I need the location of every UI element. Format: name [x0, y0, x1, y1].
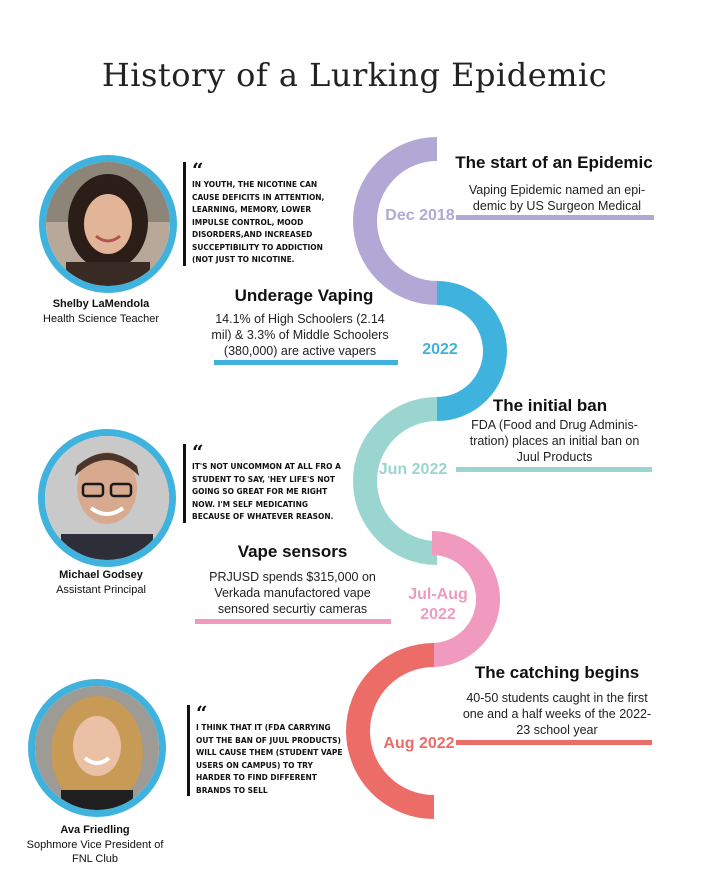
event-body-catching-begins: 40-50 students caught in the first one and a half weeks of the 2022-23 school year	[462, 691, 652, 737]
avatar-shelby-lamendola	[39, 155, 177, 293]
quote-mark-icon: “	[192, 440, 204, 464]
quote-text-ava-friedling: I THINK THAT IT (FDA CARRYING OUT THE BAN OF JUUL PRODUCTS) WILL CAUSE THEM (STUDENT VAPE USERS ON CAMPUS) TO TRY HARDER TO FIND DIFFERENT BRANDS TO SELL	[196, 722, 343, 795]
event-body-start-of-epidemic: Vaping Epidemic named an epi-demic by US Surgeon Medical	[468, 183, 646, 213]
event-underline-aug-2022	[456, 740, 652, 745]
quote-text-michael-godsey: IT'S NOT UNCOMMON AT ALL FRO A STUDENT TO SAY, 'HEY LIFE'S NOT GOING SO GREAT FOR ME RIGHT NOW. I'M SELF MEDICATING BECAUSE OF WHATEVER REASON.	[192, 461, 341, 521]
event-title-catching-begins: The catching begins	[474, 663, 640, 682]
date-label-dec-2018: Dec 2018	[385, 207, 455, 224]
event-title-underage-vaping: Underage Vaping	[234, 286, 374, 305]
date-label-aug-2022: Aug 2022	[383, 735, 455, 752]
spine-segment-aug-2022	[358, 655, 434, 807]
event-underline-jul-aug-2022	[195, 619, 391, 624]
avatar-ava-friedling	[28, 679, 166, 817]
quote-mark-icon: “	[196, 701, 208, 725]
person-role-shelby-lamendola: Health Science Teacher	[43, 313, 159, 325]
quote-mark-icon: “	[192, 158, 204, 182]
person-role-michael-godsey: Assistant Principal	[56, 584, 146, 596]
quote-ava-friedling	[187, 701, 348, 796]
event-body-initial-ban: FDA (Food and Drug Adminis-tration) places an initial ban on Juul Products	[469, 418, 640, 464]
event-body-underage-vaping: 14.1% of High Schoolers (2.14 mil) & 3.3% of Middle Schoolers (380,000) are active vapers	[211, 312, 389, 358]
event-title-start-of-epidemic: The start of an Epidemic	[455, 153, 653, 172]
event-title-initial-ban: The initial ban	[492, 396, 608, 415]
person-role-ava-friedling: Sophmore Vice President of FNL Club	[26, 839, 164, 865]
avatar-michael-godsey	[38, 429, 176, 567]
quote-text-shelby-lamendola: IN YOUTH, THE NICOTINE CAN CAUSE DEFICITS IN ATTENTION, LEARNING, MEMORY, LOWER IMPULSE CONTROL, MOOD DISORDERS,AND INCREASED SUCCEPTIBILITY TO ADDICTION (NOT JUST TO NICOTINE.	[192, 179, 325, 264]
event-underline-jun-2022	[456, 467, 652, 472]
event-underline-dec-2018	[456, 215, 654, 220]
person-name-ava-friedling: Ava Friedling	[60, 824, 130, 836]
page-title: History of a Lurking Epidemic	[101, 56, 608, 94]
date-label-2022: 2022	[422, 341, 458, 358]
quote-michael-godsey	[183, 440, 347, 523]
date-label-jun-2022: Jun 2022	[378, 461, 448, 478]
person-name-michael-godsey: Michael Godsey	[59, 569, 143, 581]
quote-shelby-lamendola	[183, 158, 344, 266]
person-name-shelby-lamendola: Shelby LaMendola	[52, 298, 150, 310]
event-body-vape-sensors: PRJUSD spends $315,000 on Verkada manufactored vape sensored securtiy cameras	[209, 570, 376, 616]
spine-segment-jun-2022	[365, 409, 437, 553]
event-underline-2022	[214, 360, 398, 365]
date-label-jul-aug-2022: Jul-Aug 2022	[408, 586, 468, 623]
event-title-vape-sensors: Vape sensors	[237, 542, 348, 561]
